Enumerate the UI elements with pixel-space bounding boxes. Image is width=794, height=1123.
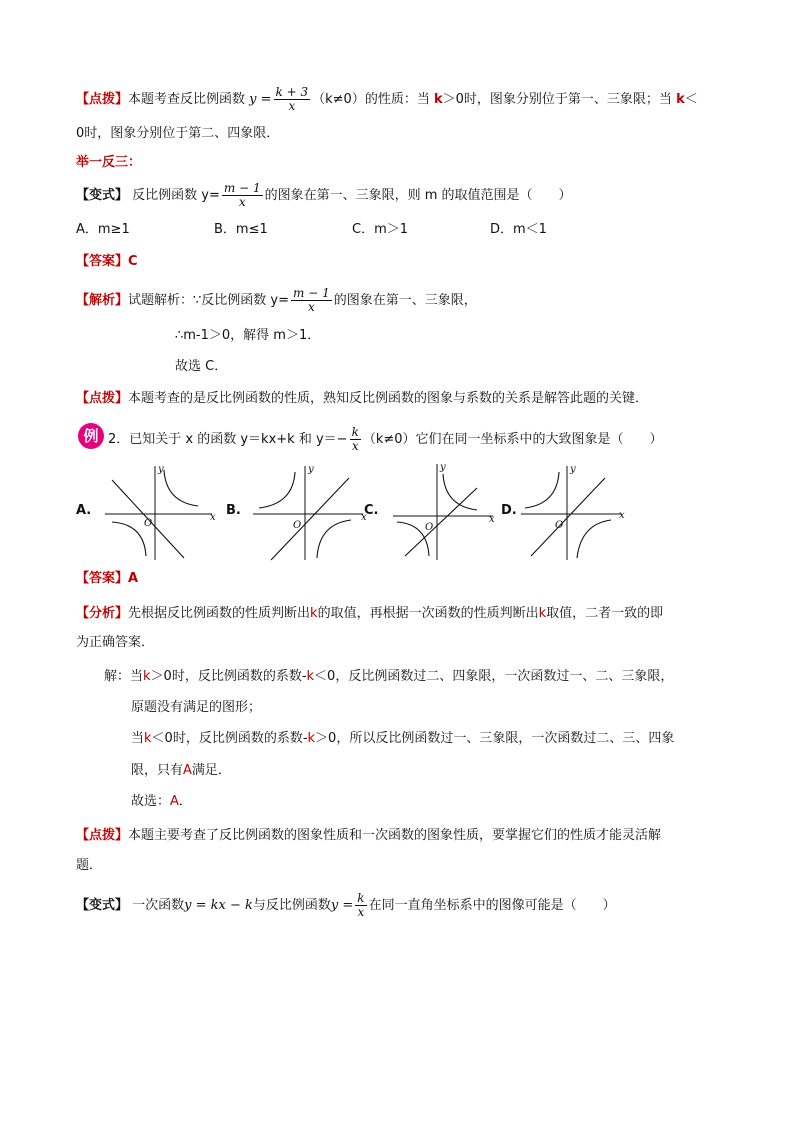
axis-y-label: y [158,464,164,475]
svg-text:x: x [361,512,367,523]
solution-line2: 原题没有满足的图形； [131,700,262,715]
option-a: A．m≥1 [76,222,130,237]
tip-tag: 【点拨】 [76,92,129,107]
fraction: $\frac{k + 3}{x}$ [275,85,309,113]
option-c: C．m＞1 [352,222,409,237]
solution-line1: 解：当k＞0时，反比例函数的系数-k＜0，反比例函数过二、四象限，一次函数过一、二、三象限， [104,669,674,684]
fraction: $\frac{k}{x}$ [357,891,365,919]
solution-line3: 当k＜0时，反比例函数的系数-k＞0，所以反比例函数过一、三象限，一次函数过二、三、四象 [131,731,675,746]
fraction: $\frac{m - 1}{x}$ [293,286,330,314]
analysis-1-step3: 故选 C． [175,359,228,374]
svg-text:x: x [619,510,625,521]
variant-1: 【变式】 反比例函数 y= $\frac{m - 1}{x}$ 的图象在第一、三象限，则 m 的取值范围是（ ） [76,181,572,209]
graph-d [515,462,635,562]
svg-text:y: y [440,462,446,473]
example-badge: 例 [78,423,104,449]
graph-c [385,460,505,562]
graph-option-b-label: B. [226,503,241,518]
option-d: D．m＜1 [490,222,547,237]
axis-x-label: x [210,512,216,523]
graph-a [100,462,220,562]
graph-option-c-label: C. [364,503,379,518]
tip-paragraph-3: 【点拨】本题主要考查了反比例函数的图象性质和一次函数的图象性质，要掌握它们的性质才能灵活解 [76,828,662,843]
svg-text:y: y [308,464,314,475]
graph-b [245,462,370,562]
fraction: $\frac{k}{x}$ [351,425,359,453]
svg-text:x: x [489,514,495,525]
svg-text:y: y [570,464,576,475]
juyi-heading: 举一反三： [76,155,142,170]
answer-1: 【答案】C [76,254,138,269]
solution-line4: 限，只有A满足． [131,763,231,778]
fenxi-line1: 【分析】先根据反比例函数的性质判断出k的取值，再根据一次函数的性质判断出k取值，二者一致的即 [76,606,664,621]
origin-label: O [144,518,153,529]
tip-paragraph-3-line2: 题． [76,858,103,873]
analysis-1: 【解析】试题解析：∵反比例函数 y= $\frac{m - 1}{x}$ 的图象在第一、三象限， [76,286,477,314]
svg-text:O: O [425,522,434,533]
analysis-1-step2: ∴m-1＞0，解得 m＞1． [175,328,321,343]
tip-paragraph-2: 【点拨】本题考查的是反比例函数的性质，熟知反比例函数的图象与系数的关系是解答此题的关键． [76,391,649,406]
svg-text:O: O [293,520,302,531]
solution-line5: 故选：A． [131,794,192,809]
svg-text:O: O [555,520,564,531]
tip-paragraph-1-line2: 0时，图象分别位于第二、四象限． [76,126,280,141]
fenxi-line2: 为正确答案． [76,635,155,650]
example-2-question: 2．已知关于 x 的函数 y＝kx+k 和 y＝− $\frac{k}{x}$ （k≠0）它们在同一坐标系中的大致图象是（ ） [108,425,663,453]
tip-paragraph-1: 【点拨】本题考查反比例函数 y = $\frac{k + 3}{x}$ （k≠0）的性质：当 k＞0时，图象分别位于第一、三象限；当 k＜ [76,85,698,113]
variant-2: 【变式】 一次函数y = kx − k与反比例函数y = $\frac{k}{x}$ 在同一直角坐标系中的图像可能是（ ） [76,891,616,919]
graph-option-a-label: A. [76,503,92,518]
fraction: $\frac{m - 1}{x}$ [223,181,261,209]
option-b: B．m≤1 [214,222,268,237]
graph-option-d-label: D. [501,503,517,518]
answer-2: 【答案】A [76,571,139,586]
